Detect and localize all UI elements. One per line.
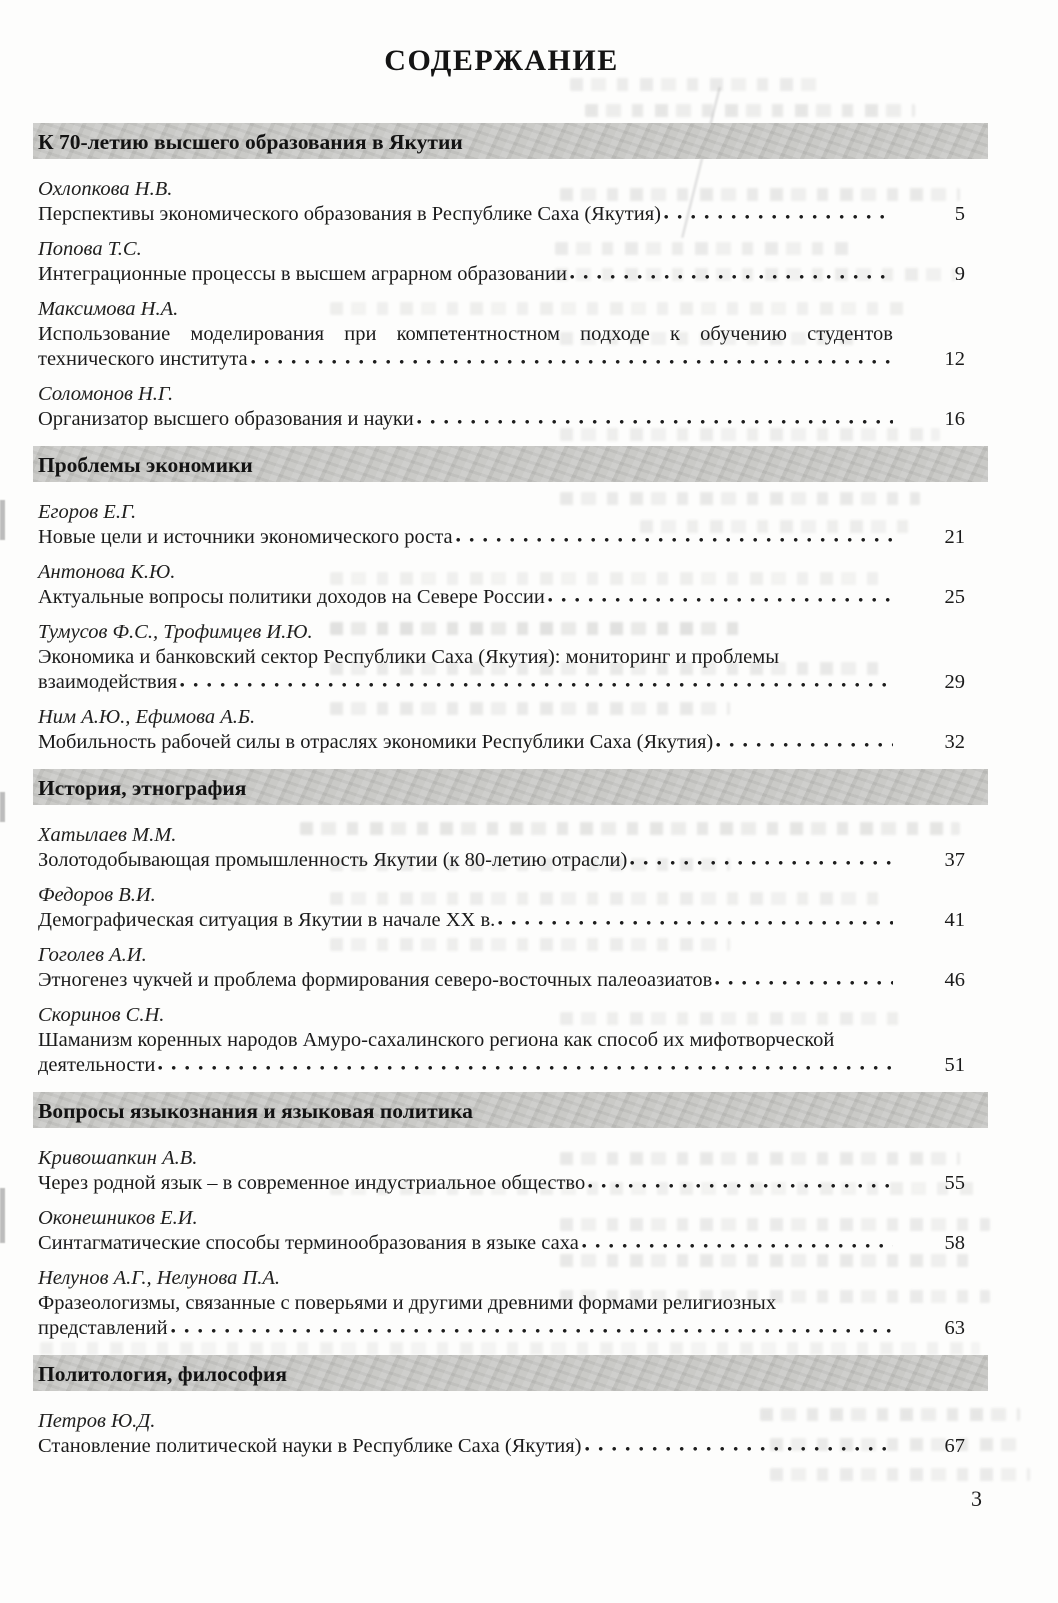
toc-entry [38,1206,965,1256]
entry-page-number: 63 [944,1317,965,1339]
entry-page-number: 37 [944,849,965,871]
dot-leader [585,1446,893,1452]
entry-page-number: 29 [944,671,965,693]
entry-page-number: 67 [944,1435,965,1457]
dot-leader [456,537,893,543]
section-header-label: История, этнография [38,776,247,800]
page-number: 3 [971,1486,982,1511]
dot-leader [417,419,893,425]
entry-title-line: Фразеологизмы, связанные с поверьями и другими древними формами религиозных [38,1292,777,1314]
entry-leader-row [38,1434,965,1459]
entry-title-line: Шаманизм коренных народов Амуро-сахалинского региона как способ их мифотворческой [38,1029,835,1051]
toc-entry [38,883,965,933]
toc-entry [38,823,965,873]
entry-authors: Гоголев А.И. [38,944,147,966]
bleed-through-artifact [770,1468,1030,1481]
entry-leader-row [38,730,965,755]
entry-page-number: 12 [944,348,965,370]
entry-title: Этногенез чукчей и проблема формирования северо-восточных палеоазиатов [38,969,713,991]
toc-entry [38,1266,965,1341]
entry-title: представлений [38,1317,168,1339]
entry-leader-row [38,202,965,227]
entry-title: Актуальные вопросы политики доходов на Севере России [38,586,545,608]
entry-authors: Максимова Н.А. [38,298,179,320]
entry-leader-row [38,1231,965,1256]
entry-authors: Скоринов С.Н. [38,1004,165,1026]
entry-title: Через родной язык – в современное индустриальное общество [38,1172,586,1194]
toc-entry [38,705,965,755]
toc-entry [38,382,965,432]
entry-authors: Соломонов Н.Г. [38,383,174,405]
dot-leader [251,359,893,365]
entry-title: Золотодобывающая промышленность Якутии (к 80-летию отрасли) [38,849,628,871]
entry-authors: Кривошапкин А.В. [38,1147,198,1169]
toc-section [38,1092,965,1341]
toc-entry [38,1409,965,1459]
toc-entry [38,1146,965,1196]
entry-leader-row [38,848,965,873]
entry-leader-row [38,908,965,933]
toc-entry [38,1003,965,1078]
entry-authors: Попова Т.С. [38,238,142,260]
entry-title: взаимодействия [38,671,178,693]
section-header-bar [33,1355,988,1391]
toc-section [38,1355,965,1459]
entry-page-number: 55 [944,1172,965,1194]
toc-section [38,446,965,755]
entry-authors: Оконешников Е.И. [38,1207,198,1229]
entry-leader-row [38,670,965,695]
toc-entry [38,943,965,993]
entry-leader-row [38,968,965,993]
entry-title: Становление политической науки в Республике Саха (Якутия) [38,1435,582,1457]
entry-authors: Ним А.Ю., Ефимова А.Б. [38,706,256,728]
section-header-label: К 70-летию высшего образования в Якутии [38,130,463,154]
entry-leader-row [38,262,965,287]
dot-leader [171,1328,893,1334]
entry-authors: Охлопкова Н.В. [38,178,173,200]
entry-leader-row [38,525,965,550]
entry-page-number: 46 [944,969,965,991]
toc-entry [38,500,965,550]
toc-entry [38,297,965,372]
entry-authors: Нелунов А.Г., Нелунова П.А. [38,1267,281,1289]
entry-authors: Антонова К.Ю. [38,561,176,583]
dot-leader [664,214,893,220]
toc-entry [38,237,965,287]
page-title: СОДЕРЖАНИЕ [384,44,619,77]
entry-title: Организатор высшего образования и науки [38,408,414,430]
section-header-label: Вопросы языкознания и языковая политика [38,1099,473,1123]
toc-sections [38,123,965,1459]
entry-authors: Тумусов Ф.С., Трофимцев И.Ю. [38,621,313,643]
dot-leader [630,860,893,866]
section-header-bar [33,446,988,482]
dot-leader [588,1183,893,1189]
entry-leader-row [38,407,965,432]
entry-title: Перспективы экономического образования в Республике Саха (Якутия) [38,203,661,225]
entry-leader-row [38,585,965,610]
section-header-label: Политология, философия [38,1362,287,1386]
entry-page-number: 41 [944,909,965,931]
dot-leader [715,980,893,986]
entry-title: Синтагматические способы терминообразования в языке саха [38,1232,579,1254]
entry-leader-row [38,1171,965,1196]
entry-page-number: 9 [954,263,965,285]
section-header-label: Проблемы экономики [38,453,253,477]
entry-page-number: 25 [944,586,965,608]
entry-page-number: 21 [944,526,965,548]
entry-title-line: Экономика и банковский сектор Республики Саха (Якутия): мониторинг и проблемы [38,646,780,668]
entry-title: технического института [38,348,248,370]
dot-leader [548,597,893,603]
section-header-bar [33,769,988,805]
entry-authors: Егоров Е.Г. [38,501,137,523]
entry-title: деятельности [38,1054,156,1076]
entry-title: Мобильность рабочей силы в отраслях экономики Республики Саха (Якутия) [38,731,714,753]
entry-title: Интеграционные процессы в высшем аграрном образовании [38,263,567,285]
dot-leader [570,274,893,280]
dot-leader [582,1243,893,1249]
section-header-bar [33,123,988,159]
toc-entry [38,560,965,610]
entry-page-number: 16 [944,408,965,430]
entry-authors: Петров Ю.Д. [38,1410,156,1432]
entry-page-number: 58 [944,1232,965,1254]
toc-entry [38,177,965,227]
dot-leader [180,682,893,688]
entry-page-number: 5 [954,203,965,225]
entry-leader-row [38,347,965,372]
toc-entry [38,620,965,695]
toc-section [38,769,965,1078]
entry-authors: Хатылаев М.М. [38,824,177,846]
dot-leader [716,742,893,748]
entry-title: Новые цели и источники экономического роста [38,526,453,548]
entry-leader-row [38,1316,965,1341]
entry-page-number: 32 [944,731,965,753]
entry-title: Демографическая ситуация в Якутии в начале XX в. [38,909,496,931]
dot-leader [498,920,893,926]
toc-section [38,123,965,432]
entry-authors: Федоров В.И. [38,884,156,906]
section-header-bar [33,1092,988,1128]
entry-page-number: 51 [944,1054,965,1076]
entry-title-line: Использование моделирования при компетентностном подходе к обучению студентов [38,323,893,345]
dot-leader [158,1065,893,1071]
entry-leader-row [38,1053,965,1078]
